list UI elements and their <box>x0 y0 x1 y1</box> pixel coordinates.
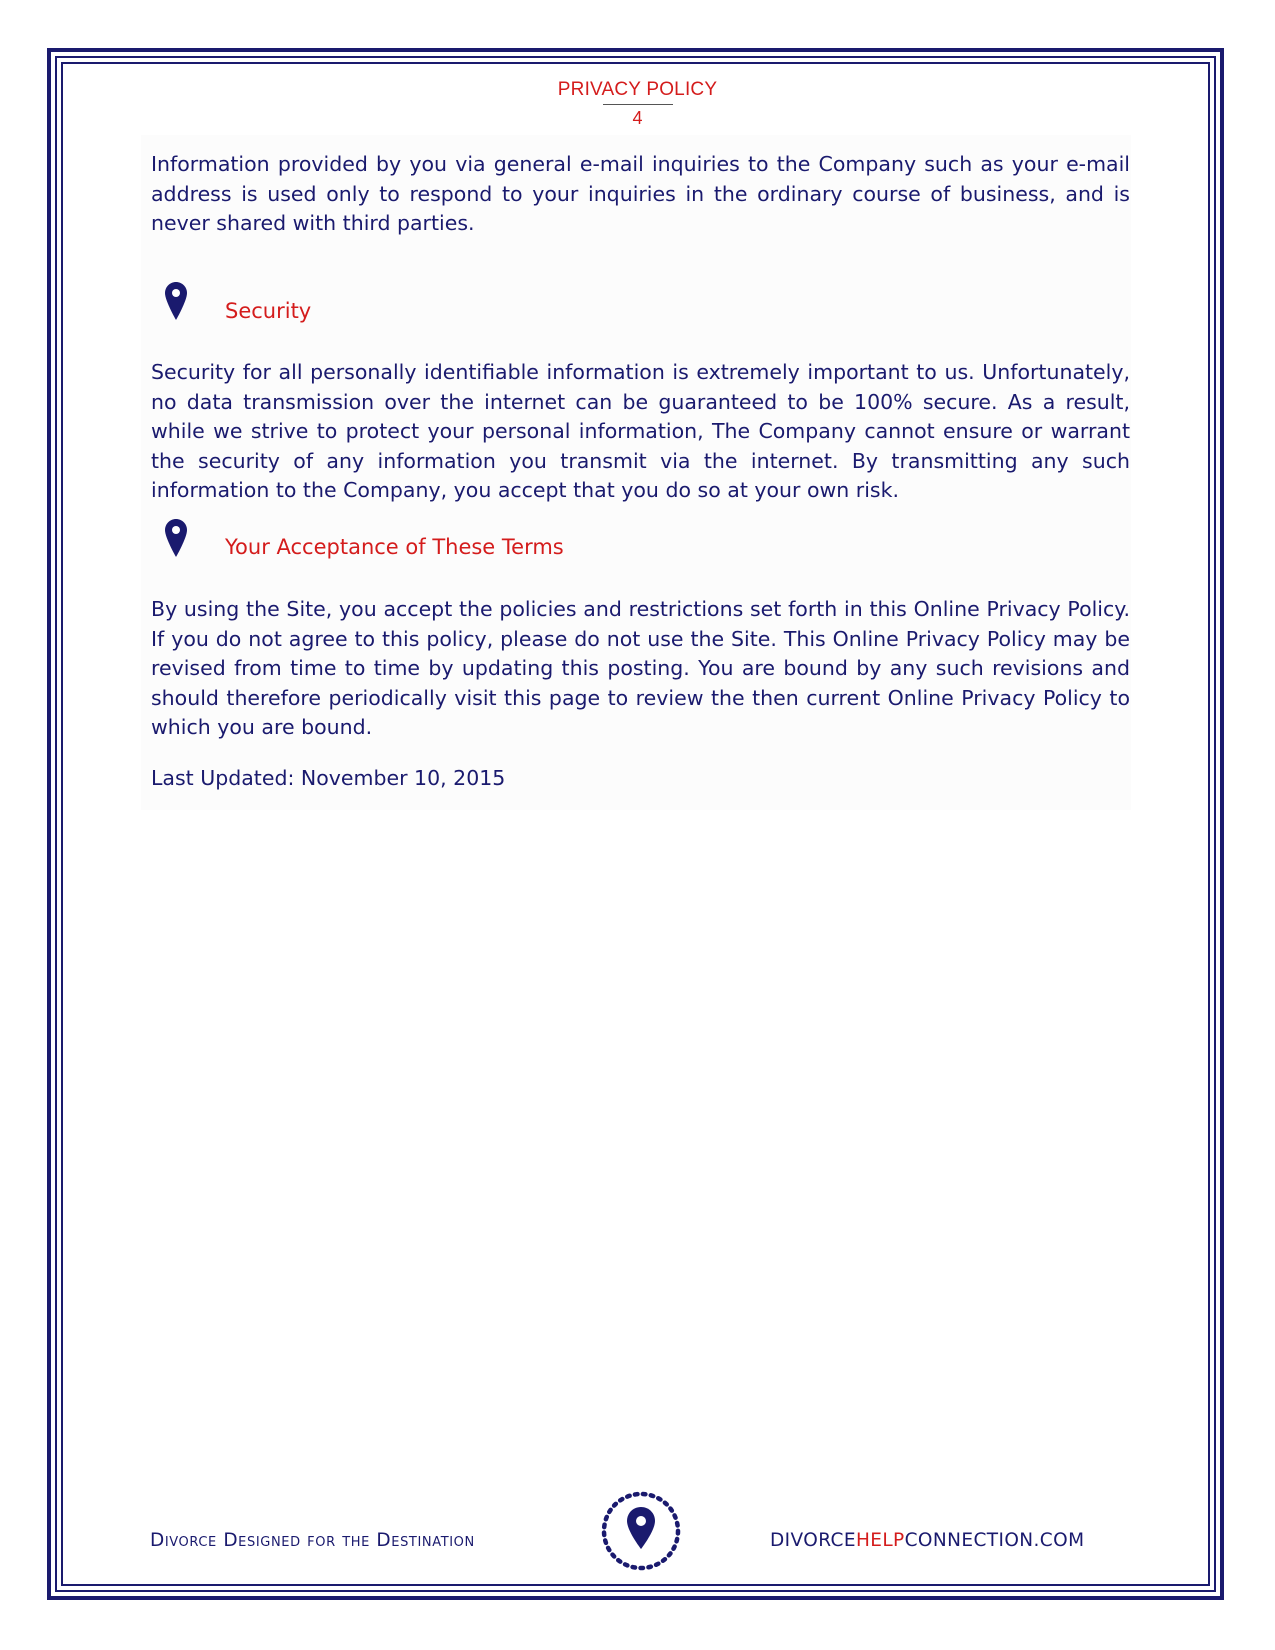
acceptance-paragraph: By using the Site, you accept the policies and restrictions set forth in this Online Privacy Policy. If you do not agree to this policy, please do not use the Site. This Online Privacy Policy may be revised from time to time by updating this posting. You are bound by any such revisions and should therefore periodically visit this page to review the then current Online Privacy Policy to which you are bound. <box>151 597 1130 739</box>
document-title: PRIVACY POLICY <box>557 79 718 100</box>
page-number: 4 <box>632 108 643 128</box>
page-header <box>0 78 1275 128</box>
website-part-help: HELP <box>855 1530 905 1551</box>
header-divider <box>603 104 673 105</box>
security-paragraph: Security for all personally identifiable information is extremely important to us. Unfortunately, no data transmission over the internet can be guaranteed to be 100% secure. As a result, while we strive to protect your personal information, The Company cannot ensure or warrant the security of any information you transmit via the internet. By transmitting any such information to the Company, you accept that you do so at your own risk. <box>151 360 1130 502</box>
last-updated: Last Updated: November 10, 2015 <box>151 766 506 790</box>
map-pin-badge-icon <box>600 1490 682 1572</box>
section-heading-acceptance: Your Acceptance of These Terms <box>225 535 564 559</box>
website-part-connection: CONNECTION.COM <box>904 1530 1085 1551</box>
policy-content <box>141 135 1131 810</box>
map-pin-icon <box>165 282 187 320</box>
map-pin-icon <box>165 519 187 557</box>
footer-tagline: Divorce Designed for the Destination <box>150 1530 475 1551</box>
footer-website <box>770 1530 1084 1551</box>
intro-paragraph: Information provided by you via general e-mail inquiries to the Company such as your e-mail address is used only to respond to your inquiries in the ordinary course of business, and is never shared with third parties. <box>151 152 1130 235</box>
website-part-divorce: DIVORCE <box>770 1530 856 1551</box>
section-heading-security: Security <box>225 299 312 323</box>
